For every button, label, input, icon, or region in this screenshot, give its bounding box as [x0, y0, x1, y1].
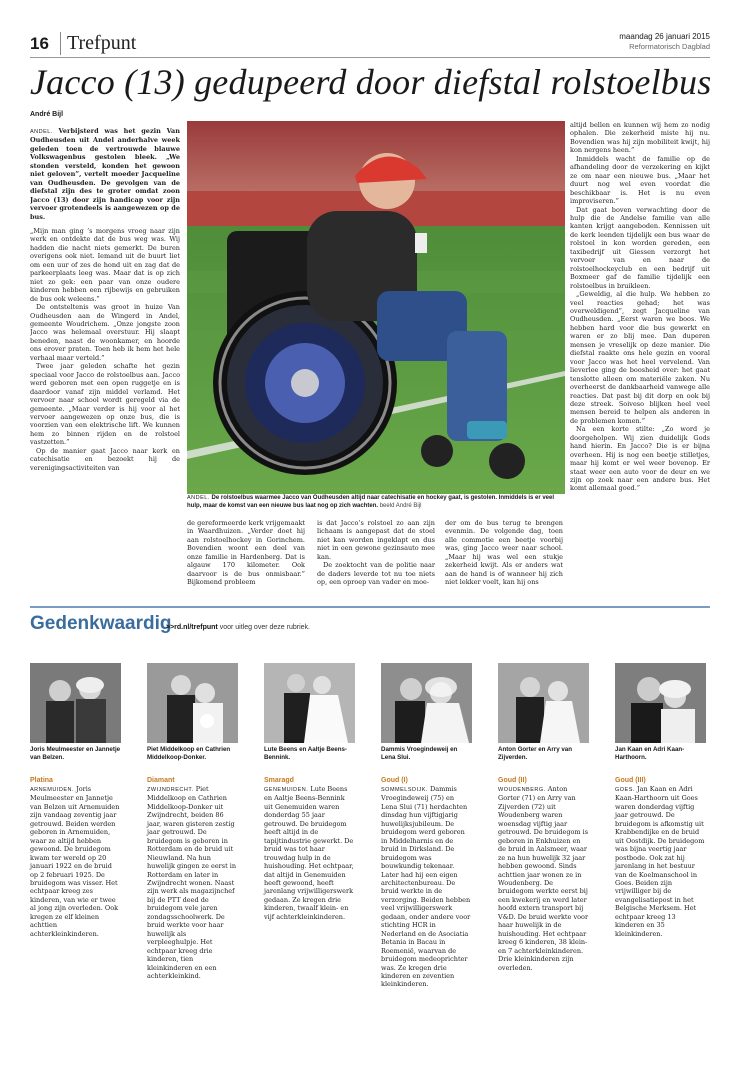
issue-date: maandag 26 januari 2015: [619, 32, 710, 41]
couple-photo: [381, 663, 472, 743]
couple-text: [498, 785, 589, 972]
anniversary-label: Goud (II): [498, 777, 527, 784]
couple-entry: [381, 663, 472, 989]
anniversary-label: Goud (I): [381, 777, 408, 784]
couple-entry: [498, 663, 589, 972]
couple-body: Joris Meulmeester en Jannetje van Belzen uit Arnemuiden zijn vandaag zeventig jaar getrouwd. Beiden werden geboren in Arnemuiden, waar ze altijd hebben gewoond. De bruidegom kwam ter wereld op 20 januari 1922 en de bruid op 2 februari 1925. De bruidegom was visser. Het echtpaar kreeg zes kinderen, van wie er twee al jong zijn overleden. Ook kregen ze elf kleinen achttien achterkleinkinderen.: [30, 785, 120, 938]
paragraph: is dat Jacco’s rolstoel zo aan zijn lichaam is aangepast dat de stoel niet kan worden ingeklapt en dus niet in een gewone gezinsauto mee kan.: [317, 519, 435, 561]
byline: André Bijl: [30, 111, 64, 118]
main-photo: [187, 121, 565, 494]
couple-photo: [30, 663, 121, 743]
couple-entry: [264, 663, 355, 921]
publication-name: Reformatorisch Dagblad: [629, 42, 710, 51]
couple-text: [264, 785, 355, 921]
place-dateline: SOMMELSDIJK.: [381, 787, 428, 793]
couple-caption: Joris Meulmeester en Jannetje van Belzen.: [30, 746, 121, 761]
paragraph: Dat gaat boven verwachting door de hulp die de Andelse familie van alle kanten krijgt aangeboden. Kennissen uit de kerk leenden tijdelijk een bus waar de rolstoel in kon worden gereden, een taxibedrijf uit Giessen verzorgt het vervoer van en naar de rolstoelhockeyclub en een bedrijf uit Boxmeer gaf de familie tijdelijk een rolstoelbus in bruikleen.: [570, 205, 710, 290]
couple-caption: Piet Middelkoop en Cathrien Middelkoop-Donker.: [147, 746, 231, 761]
photo-caption: [187, 494, 565, 510]
couple-photo: [615, 663, 706, 743]
couple-caption: Dammis Vroegindeweij en Lena Slui.: [381, 746, 458, 761]
place-dateline: GENEMUIDEN.: [264, 787, 309, 793]
couple-text: [615, 785, 706, 938]
gedenkwaardig-rule: [30, 606, 710, 608]
rubric-note-text: voor uitleg over deze rubriek.: [219, 624, 310, 631]
paragraph: Op de manier gaat Jacco naar kerk en catechisatie en bezoekt hij de verenigingsactiviteiten van: [30, 446, 180, 472]
page-header: [30, 32, 710, 56]
couple-text: [381, 785, 472, 989]
place-dateline: ZWIJNDRECHT.: [147, 787, 194, 793]
couple-text: [147, 785, 238, 980]
paragraph: Inmiddels wacht de familie op de afhandeling door de verzekering en kijkt ze om naar een nieuwe bus. „Maar het duurt nog wel even voordat die beschikbaar is. Het is nu even improviseren.”: [570, 154, 710, 206]
place-dateline: GOES.: [615, 787, 635, 793]
paragraph: De zoektocht van de politie naar de daders leverde tot nu toe niets op, een oproep van vader en moe-: [317, 561, 435, 587]
couple-body: Piet Middelkoop en Cathrien Middelkoop-Donker uit Zwijndrecht, beiden 86 jaar, waren gisteren zestig jaar getrouwd. De bruidegom is geboren in Rotterdam en de bruid uit Nieuwland. Na hun huwelijk gingen ze eerst in Rotterdam en later in Zwijndrecht wonen. Naast zijn werk als magazijnchef bij de PTT deed de bruidegom vele jaren zondagsschoolwerk. De bruid werkte voor haar huwelijk als verpleeghulpje. Het echtpaar kreeg drie kinderen, tien kleinkinderen en een achterkleinkind.: [147, 785, 237, 980]
article-column-4: [445, 519, 563, 595]
couple-entry: [147, 663, 238, 980]
couple-caption: Lute Beens en Aaltje Beens-Bennink.: [264, 746, 347, 761]
paragraph: De ontsteltenis was groot in huize Van Oudheusden aan de Wingerd in Andel, gemeente Woudrichem. „Onze jongste zoon Jacco was helemaal overstuur. Hij slaapt beneden, naast de woonkamer, en hoorde ons erover praten. Toen heb ik hem het hele verhaal maar verteld.”: [30, 303, 180, 362]
lead-paragraph: [30, 127, 180, 221]
article-headline: Jacco (13) gedupeerd door diefstal rolstoelbus: [30, 62, 712, 102]
couple-body: Anton Gorter (71) en Arry van Zijverden (72) uit Woudenberg waren woensdag vijftig jaar getrouwd. De bruidegom is geboren in Enkhuizen en de bruid in Aalsmeer, waar ze na hun huwelijk 32 jaar hebben gewoond. Sinds achttien jaar wonen ze in Woudenberg. De bruidegom werkte eerst bij een kwekerij en werd later hoofd extern transport bij V&D. De bruid werkte voor haar huwelijk in de huishouding. Het echtpaar kreeg 6 kinderen, 38 klein- en 7 achterkleinkinderen. Drie kleinkinderen zijn overleden.: [498, 785, 589, 972]
caption-text: De rolstoelbus waarmee Jacco van Oudheusden altijd naar catechisatie en hockey gaat, is gestolen. Inmiddels is er veel hulp, maar de komst van een nieuwe bus laat nog op zich wachten.: [187, 495, 555, 509]
anniversary-label: Diamant: [147, 777, 175, 784]
page-number: 16: [30, 34, 49, 53]
header-rule: [30, 57, 710, 58]
couple-entry: [30, 663, 121, 938]
article-column-5: [570, 121, 710, 595]
article-column-2: [187, 519, 305, 595]
dateline: ANDEL.: [30, 129, 53, 135]
anniversary-label: Platina: [30, 777, 53, 784]
section-name: Trefpunt: [60, 32, 136, 55]
paragraph: Na een korte stilte: „Zo word je doorgeholpen. Wij zien duidelijk Gods hand hierin. En Jacco? Die is er bijna overheen. Hij is nog een beetje stilletjes, maar hij komt er wel weer bovenop. Er staat weer een auto voor de deur en we zijn op zoek naar een andere bus. Het komt allemaal goed.”: [570, 425, 710, 493]
issue-date-block: [619, 32, 710, 52]
couple-photo: [498, 663, 589, 743]
couple-caption: Anton Gorter en Arry van Zijverden.: [498, 746, 573, 761]
couple-entry: [615, 663, 706, 938]
paragraph: altijd bellen en kunnen wij hem zo nodig ophalen. Die zekerheid miste hij nu. Bovendien was hij zijn mobiliteit kwijt, hij kon nergens heen.”: [570, 121, 710, 155]
place-dateline: ARNEMUIDEN.: [30, 787, 75, 793]
place-dateline: WOUDENBERG.: [498, 787, 546, 793]
anniversary-label: Smaragd: [264, 777, 294, 784]
paragraph: de gereformeerde kerk vrijgemaakt in Waardhuizen. „Verder doet hij aan rolstoelhockey in Gorinchem. Bovendien woont een deel van onze familie in Hardenberg. Dat is algauw 170 kilometer. Ook daarvoor is de bus onmisbaar.” Bijkomend probleem: [187, 519, 305, 587]
paragraph: „Mijn man ging ’s morgens vroeg naar zijn werk en ontdekte dat de bus weg was. Wij hadden die nacht niets gemerkt. De buren overigens ook niet. Iemand uit de buurt liet om een uur of zes de hond uit en zag dat de parkeerplaats leeg was. Maar dat is op zich niet zo gek: een paar van onze oudere kinderen hebben een rijbewijs en gebruiken de bus ook weleens.”: [30, 226, 180, 303]
gedenkwaardig-title: Gedenkwaardig: [30, 613, 172, 634]
lead-text: Verbijsterd was het gezin Van Oudheusden uit Andel anderhalve week geleden toen de vertrouwde blauwe Volkswagenbus gestolen bleek. „We stonden versteld, konden het gewoon niet geloven”, vertelt moeder Jacqueline van Oudheusden. De gevolgen van de diefstal zijn des te groter omdat zoon Jacco (13) door zijn handicap voor zijn vervoer grotendeels is aangewezen op de bus.: [30, 127, 180, 221]
article-column-3: [317, 519, 435, 595]
anniversary-label: Goud (III): [615, 777, 646, 784]
couple-body: Dammis Vroegindeweij (75) en Lena Slui (71) herdachten dinsdag hun vijftigjarig huwelijksjubileum. De bruidegom werd geboren in Middelharnis en de bruid in Dirksland. De bruidegom was bouwkundig tekenaar. Later had hij een eigen architectenbureau. De bruid werkte in de verzorging. Beiden hebben veel vrijwilligerswerk gedaan, onder andere voor stichting HCR in Nederland en de Asociatia Betania in Bacau in Roemenië, waarvan de bruidegom medeoprichter was. Ze kregen drie kinderen en zeventien kleinkinderen.: [381, 785, 471, 989]
couple-photo: [147, 663, 238, 743]
rubric-link[interactable]: >>rd.nl/trefpunt: [166, 624, 218, 631]
gedenkwaardig-note: [166, 624, 310, 631]
photo-credit: beeld André Bijl: [379, 503, 422, 509]
article-column-1: [30, 127, 180, 594]
couple-photo: [264, 663, 355, 743]
paragraph: der om de bus terug te brengen evenmin. De volgende dag, toen alle commotie een beetje voorbij was, ging Jacco weer naar school. „Maar hij was wel een stukje zekerheid kwijt. Als er anders wat aan de hand is of wanneer hij zich niet lekker voelt, kan hij ons: [445, 519, 563, 587]
paragraph: Twee jaar geleden schafte het gezin speciaal voor Jacco de rolstoelbus aan. Jacco werd geboren met een open ruggetje en is daardoor vanaf zijn middel verlamd. Het vervoer naar school wordt geregeld via de gemeente. „Maar verder is hij voor al het vervoer aangewezen op onze bus, die is voorzien van een elektrische lift. We kunnen hem zo binnen rijden en de rolstoel vastzetten.”: [30, 362, 180, 447]
couple-caption: Jan Kaan en Adri Kaan-Harthoorn.: [615, 746, 685, 761]
caption-dateline: ANDEL.: [187, 495, 210, 501]
paragraph: „Geweldig, al die hulp. We hebben zo veel reacties gehad; het was overweldigend”, zegt Jacqueline van Oudheusden. „Eerst waren we boos. We hebben hard voor die bus gewerkt en waren er zo blij mee. Dan duperen mensen je vreselijk op deze manier. Die diefstal raakte ons hele gezin en vooral voor Jacco was het heel vervelend. Van lieverlee ging de boosheid over: het gaat tenslotte alleen om materiële zaken. Nu overheerst de dankbaarheid vanwege alle reacties. Dat past bij dit dorp en ook bij deze streek. Soiveso blijken heel veel mensen bereid te helpen als anderen in de problemen komen.”: [570, 290, 710, 425]
couple-body: Lute Beens en Aaltje Beens-Bennink uit Genemuiden waren donderdag 55 jaar getrouwd. De bruidegom heeft altijd in de tapijtindustrie gewerkt. De bruid was tot haar trouwdag hulp in de huishouding. Het echtpaar, dat altijd in Genemuiden heeft gewoond, heeft jarenlang vrijwilligerswerk gedaan. Ze kregen drie kinderen, twaalf klein- en vijf achterkleinkinderen.: [264, 785, 354, 921]
couple-text: [30, 785, 121, 938]
couple-body: Jan Kaan en Adri Kaan-Harthoorn uit Goes waren donderdag vijftig jaar getrouwd. De bruidegom is afkomstig uit Krabbendijke en de bruid uit Oostdijk. De bruidegom was bijna veertig jaar postbode. Ook zat hij jarenlang in het bestuur van de Koelmanschool in Goes. Beiden zijn vrijwilliger bij de evangelisatiepost in het Belgische Merksem. Het echtpaar kreeg 13 kinderen en 35 kleinkinderen.: [615, 785, 705, 938]
